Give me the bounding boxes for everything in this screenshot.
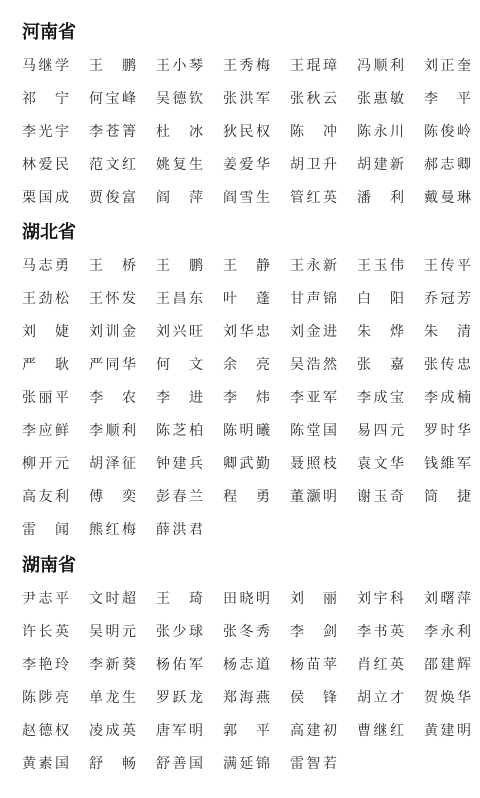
person-name: 吴德钦 <box>156 91 204 107</box>
name-cell <box>22 682 89 715</box>
person-name: 郭 平 <box>223 723 271 739</box>
person-name: 杨志道 <box>223 657 271 673</box>
name-cell <box>89 250 156 283</box>
person-name: 田晓明 <box>223 591 271 607</box>
person-name: 林爱民 <box>22 157 70 173</box>
person-name: 王 鹏 <box>89 58 137 74</box>
name-cell <box>290 583 357 616</box>
person-name: 满延锦 <box>223 756 271 772</box>
person-name: 陈俊岭 <box>424 124 472 140</box>
name-list <box>22 250 472 547</box>
person-name: 李书英 <box>357 624 405 640</box>
section-heading: 河南省 <box>22 22 76 43</box>
person-name: 张传忠 <box>424 357 472 373</box>
name-cell <box>22 448 89 481</box>
person-name: 朱 烨 <box>357 324 405 340</box>
person-name: 钱維军 <box>424 456 472 472</box>
name-cell <box>156 448 223 481</box>
name-cell <box>357 649 424 682</box>
name-cell <box>89 748 156 781</box>
person-name: 乔冠芳 <box>424 291 472 307</box>
name-cell <box>223 616 290 649</box>
name-cell <box>156 649 223 682</box>
person-name: 赵德权 <box>22 723 70 739</box>
name-cell <box>89 682 156 715</box>
name-cell <box>223 415 290 448</box>
name-cell <box>290 682 357 715</box>
person-name: 刘 丽 <box>290 591 338 607</box>
person-name: 马继学 <box>22 58 70 74</box>
name-cell <box>290 448 357 481</box>
person-name: 舒 畅 <box>89 756 137 772</box>
name-cell <box>156 748 223 781</box>
name-cell <box>290 250 357 283</box>
name-cell <box>89 149 156 182</box>
person-name: 易四元 <box>357 423 405 439</box>
name-cell <box>223 283 290 316</box>
person-name: 陈芝柏 <box>156 423 204 439</box>
name-cell <box>223 748 290 781</box>
person-name: 王 琦 <box>156 591 204 607</box>
person-name: 刘正奎 <box>424 58 472 74</box>
person-name: 薛洪君 <box>156 522 204 538</box>
name-cell <box>290 149 357 182</box>
person-name: 李光宇 <box>22 124 70 140</box>
person-name: 姚复生 <box>156 157 204 173</box>
name-cell <box>424 583 480 616</box>
person-name: 刘 婕 <box>22 324 70 340</box>
person-name: 狄民权 <box>223 124 271 140</box>
name-cell <box>424 448 480 481</box>
person-name: 李 炜 <box>223 390 271 406</box>
name-cell <box>357 349 424 382</box>
person-name: 王小琴 <box>156 58 204 74</box>
person-name: 杨苗苹 <box>290 657 338 673</box>
name-cell <box>89 283 156 316</box>
name-cell <box>22 382 89 415</box>
person-name: 陈陟亮 <box>22 690 70 706</box>
person-name: 郑海燕 <box>223 690 271 706</box>
person-name: 筒 捷 <box>424 489 472 505</box>
name-cell <box>156 715 223 748</box>
name-cell <box>290 349 357 382</box>
person-name: 高建初 <box>290 723 338 739</box>
person-name: 吴浩然 <box>290 357 338 373</box>
person-name: 雷智若 <box>290 756 338 772</box>
person-name: 李顺利 <box>89 423 137 439</box>
name-cell <box>156 481 223 514</box>
name-cell <box>424 349 480 382</box>
name-cell <box>290 649 357 682</box>
person-name: 杨佑军 <box>156 657 204 673</box>
name-cell <box>89 382 156 415</box>
name-cell <box>22 415 89 448</box>
name-cell <box>290 748 357 781</box>
name-cell <box>156 116 223 149</box>
person-name: 唐军明 <box>156 723 204 739</box>
section-henan <box>22 20 472 215</box>
person-name: 高友利 <box>22 489 70 505</box>
person-name: 郝志卿 <box>424 157 472 173</box>
name-cell <box>357 583 424 616</box>
name-cell <box>357 715 424 748</box>
person-name: 叶 蓬 <box>223 291 271 307</box>
name-cell <box>223 83 290 116</box>
name-cell <box>357 382 424 415</box>
name-cell <box>223 481 290 514</box>
person-name: 戴曼琳 <box>424 190 472 206</box>
name-cell <box>357 182 424 215</box>
person-name: 胡建新 <box>357 157 405 173</box>
name-cell <box>89 349 156 382</box>
person-name: 余 亮 <box>223 357 271 373</box>
name-cell <box>156 514 223 547</box>
person-name: 李 剑 <box>290 624 338 640</box>
person-name: 贺焕华 <box>424 690 472 706</box>
person-name: 姜爱华 <box>223 157 271 173</box>
person-name: 陈堂国 <box>290 423 338 439</box>
name-cell <box>89 316 156 349</box>
person-name: 尹志平 <box>22 591 70 607</box>
person-name: 李新葵 <box>89 657 137 673</box>
person-name: 李苍箐 <box>89 124 137 140</box>
section-heading: 湖南省 <box>22 555 76 576</box>
name-cell <box>223 382 290 415</box>
person-name: 舒善国 <box>156 756 204 772</box>
person-name: 陈 冲 <box>290 124 338 140</box>
name-cell <box>290 481 357 514</box>
name-cell <box>290 116 357 149</box>
name-cell <box>89 448 156 481</box>
person-name: 侯 锋 <box>290 690 338 706</box>
name-cell <box>290 283 357 316</box>
name-cell <box>89 715 156 748</box>
name-cell <box>156 50 223 83</box>
person-name: 刘兴旺 <box>156 324 204 340</box>
person-name: 程 勇 <box>223 489 271 505</box>
person-name: 钟建兵 <box>156 456 204 472</box>
name-cell <box>22 514 89 547</box>
person-name: 李亚军 <box>290 390 338 406</box>
name-cell <box>156 682 223 715</box>
person-name: 严同华 <box>89 357 137 373</box>
name-cell <box>424 481 480 514</box>
name-cell <box>357 316 424 349</box>
person-name: 胡泽征 <box>89 456 137 472</box>
name-cell <box>156 182 223 215</box>
name-cell <box>156 250 223 283</box>
name-cell <box>89 583 156 616</box>
person-name: 栗国成 <box>22 190 70 206</box>
name-list <box>22 583 472 781</box>
person-name: 陈明曦 <box>223 423 271 439</box>
person-name: 张洪军 <box>223 91 271 107</box>
person-name: 张 嘉 <box>357 357 405 373</box>
name-cell <box>156 415 223 448</box>
name-cell <box>89 50 156 83</box>
name-cell <box>424 415 480 448</box>
person-name: 彭春兰 <box>156 489 204 505</box>
name-cell <box>223 50 290 83</box>
person-name: 熊红梅 <box>89 522 137 538</box>
person-name: 冯顺利 <box>357 58 405 74</box>
name-cell <box>357 481 424 514</box>
name-cell <box>89 83 156 116</box>
name-cell <box>22 715 89 748</box>
name-cell <box>290 182 357 215</box>
name-cell <box>357 116 424 149</box>
person-name: 刘宇科 <box>357 591 405 607</box>
name-cell <box>22 616 89 649</box>
name-cell <box>223 116 290 149</box>
name-cell <box>357 448 424 481</box>
name-cell <box>22 283 89 316</box>
name-cell <box>424 250 480 283</box>
name-cell <box>424 283 480 316</box>
name-cell <box>357 149 424 182</box>
person-name: 阎 萍 <box>156 190 204 206</box>
name-cell <box>156 316 223 349</box>
name-cell <box>424 616 480 649</box>
person-name: 李 平 <box>424 91 472 107</box>
name-cell <box>22 349 89 382</box>
name-cell <box>290 50 357 83</box>
person-name: 朱 清 <box>424 324 472 340</box>
name-cell <box>22 50 89 83</box>
name-cell <box>22 83 89 116</box>
person-name: 王传平 <box>424 258 472 274</box>
person-name: 邵建辉 <box>424 657 472 673</box>
name-cell <box>156 283 223 316</box>
person-name: 胡立才 <box>357 690 405 706</box>
person-name: 潘 利 <box>357 190 405 206</box>
person-name: 张秋云 <box>290 91 338 107</box>
person-name: 李成宝 <box>357 390 405 406</box>
name-cell <box>290 616 357 649</box>
person-name: 陈永川 <box>357 124 405 140</box>
name-cell <box>223 149 290 182</box>
name-cell <box>290 382 357 415</box>
name-cell <box>424 83 480 116</box>
name-cell <box>223 182 290 215</box>
person-name: 王秀梅 <box>223 58 271 74</box>
person-name: 张少球 <box>156 624 204 640</box>
name-cell <box>22 649 89 682</box>
name-cell <box>223 250 290 283</box>
person-name: 刘华忠 <box>223 324 271 340</box>
name-cell <box>22 116 89 149</box>
name-cell <box>424 316 480 349</box>
section-hubei <box>22 220 472 547</box>
person-name: 吴明元 <box>89 624 137 640</box>
name-cell <box>223 349 290 382</box>
person-name: 王 桥 <box>89 258 137 274</box>
person-name: 王 鹏 <box>156 258 204 274</box>
person-name: 单龙生 <box>89 690 137 706</box>
name-cell <box>357 50 424 83</box>
name-cell <box>424 182 480 215</box>
name-cell <box>89 616 156 649</box>
name-cell <box>223 649 290 682</box>
person-name: 罗跃龙 <box>156 690 204 706</box>
person-name: 李艳玲 <box>22 657 70 673</box>
person-name: 甘声锦 <box>290 291 338 307</box>
name-cell <box>89 116 156 149</box>
name-cell <box>223 316 290 349</box>
name-cell <box>89 481 156 514</box>
person-name: 凌成英 <box>89 723 137 739</box>
person-name: 管红英 <box>290 190 338 206</box>
person-name: 谢玉奇 <box>357 489 405 505</box>
person-name: 黄素国 <box>22 756 70 772</box>
person-name: 何 文 <box>156 357 204 373</box>
person-name: 黄建明 <box>424 723 472 739</box>
name-cell <box>290 715 357 748</box>
person-name: 文时超 <box>89 591 137 607</box>
person-name: 王永新 <box>290 258 338 274</box>
person-name: 刘曙萍 <box>424 591 472 607</box>
name-cell <box>357 83 424 116</box>
name-cell <box>22 149 89 182</box>
name-cell <box>424 116 480 149</box>
name-cell <box>22 316 89 349</box>
name-cell <box>89 514 156 547</box>
person-name: 王劲松 <box>22 291 70 307</box>
person-name: 阎雪生 <box>223 190 271 206</box>
person-name: 董灏明 <box>290 489 338 505</box>
name-cell <box>223 682 290 715</box>
name-cell <box>424 682 480 715</box>
name-cell <box>156 83 223 116</box>
name-cell <box>424 649 480 682</box>
person-name: 白 阳 <box>357 291 405 307</box>
person-name: 杜 冰 <box>156 124 204 140</box>
name-cell <box>22 250 89 283</box>
name-cell <box>156 382 223 415</box>
person-name: 王怀发 <box>89 291 137 307</box>
name-cell <box>223 715 290 748</box>
name-cell <box>22 748 89 781</box>
person-name: 李应鲜 <box>22 423 70 439</box>
name-cell <box>156 349 223 382</box>
person-name: 张丽平 <box>22 390 70 406</box>
person-name: 祁 宁 <box>22 91 70 107</box>
name-cell <box>290 415 357 448</box>
section-hunan <box>22 553 472 781</box>
person-name: 李 进 <box>156 390 204 406</box>
name-cell <box>156 149 223 182</box>
person-name: 严 耿 <box>22 357 70 373</box>
name-list <box>22 50 472 215</box>
person-name: 雷 闻 <box>22 522 70 538</box>
name-cell <box>89 415 156 448</box>
name-cell <box>89 182 156 215</box>
name-cell <box>290 83 357 116</box>
person-name: 王玉伟 <box>357 258 405 274</box>
name-cell <box>357 682 424 715</box>
person-name: 肖红英 <box>357 657 405 673</box>
person-name: 王昌东 <box>156 291 204 307</box>
person-name: 王 静 <box>223 258 271 274</box>
name-cell <box>89 649 156 682</box>
name-cell <box>424 50 480 83</box>
person-name: 许长英 <box>22 624 70 640</box>
person-name: 袁文华 <box>357 456 405 472</box>
name-cell <box>156 583 223 616</box>
person-name: 胡卫升 <box>290 157 338 173</box>
person-name: 曹继红 <box>357 723 405 739</box>
name-cell <box>22 481 89 514</box>
name-cell <box>223 448 290 481</box>
person-name: 范文红 <box>89 157 137 173</box>
person-name: 罗时华 <box>424 423 472 439</box>
person-name: 聂照枝 <box>290 456 338 472</box>
name-cell <box>357 616 424 649</box>
name-cell <box>22 583 89 616</box>
name-cell <box>357 415 424 448</box>
name-cell <box>223 583 290 616</box>
name-cell <box>290 316 357 349</box>
name-cell <box>424 149 480 182</box>
person-name: 刘金进 <box>290 324 338 340</box>
person-name: 张冬秀 <box>223 624 271 640</box>
person-name: 马志勇 <box>22 258 70 274</box>
person-name: 王琨璋 <box>290 58 338 74</box>
person-name: 李 农 <box>89 390 137 406</box>
name-cell <box>357 250 424 283</box>
person-name: 傅 奕 <box>89 489 137 505</box>
person-name: 卿武勤 <box>223 456 271 472</box>
name-cell <box>22 182 89 215</box>
name-cell <box>424 715 480 748</box>
name-cell <box>357 283 424 316</box>
person-name: 李永利 <box>424 624 472 640</box>
name-cell <box>156 616 223 649</box>
person-name: 张惠敏 <box>357 91 405 107</box>
person-name: 刘训金 <box>89 324 137 340</box>
person-name: 贾俊富 <box>89 190 137 206</box>
name-cell <box>424 382 480 415</box>
person-name: 何宝峰 <box>89 91 137 107</box>
section-heading: 湖北省 <box>22 222 76 243</box>
person-name: 柳开元 <box>22 456 70 472</box>
person-name: 李成楠 <box>424 390 472 406</box>
